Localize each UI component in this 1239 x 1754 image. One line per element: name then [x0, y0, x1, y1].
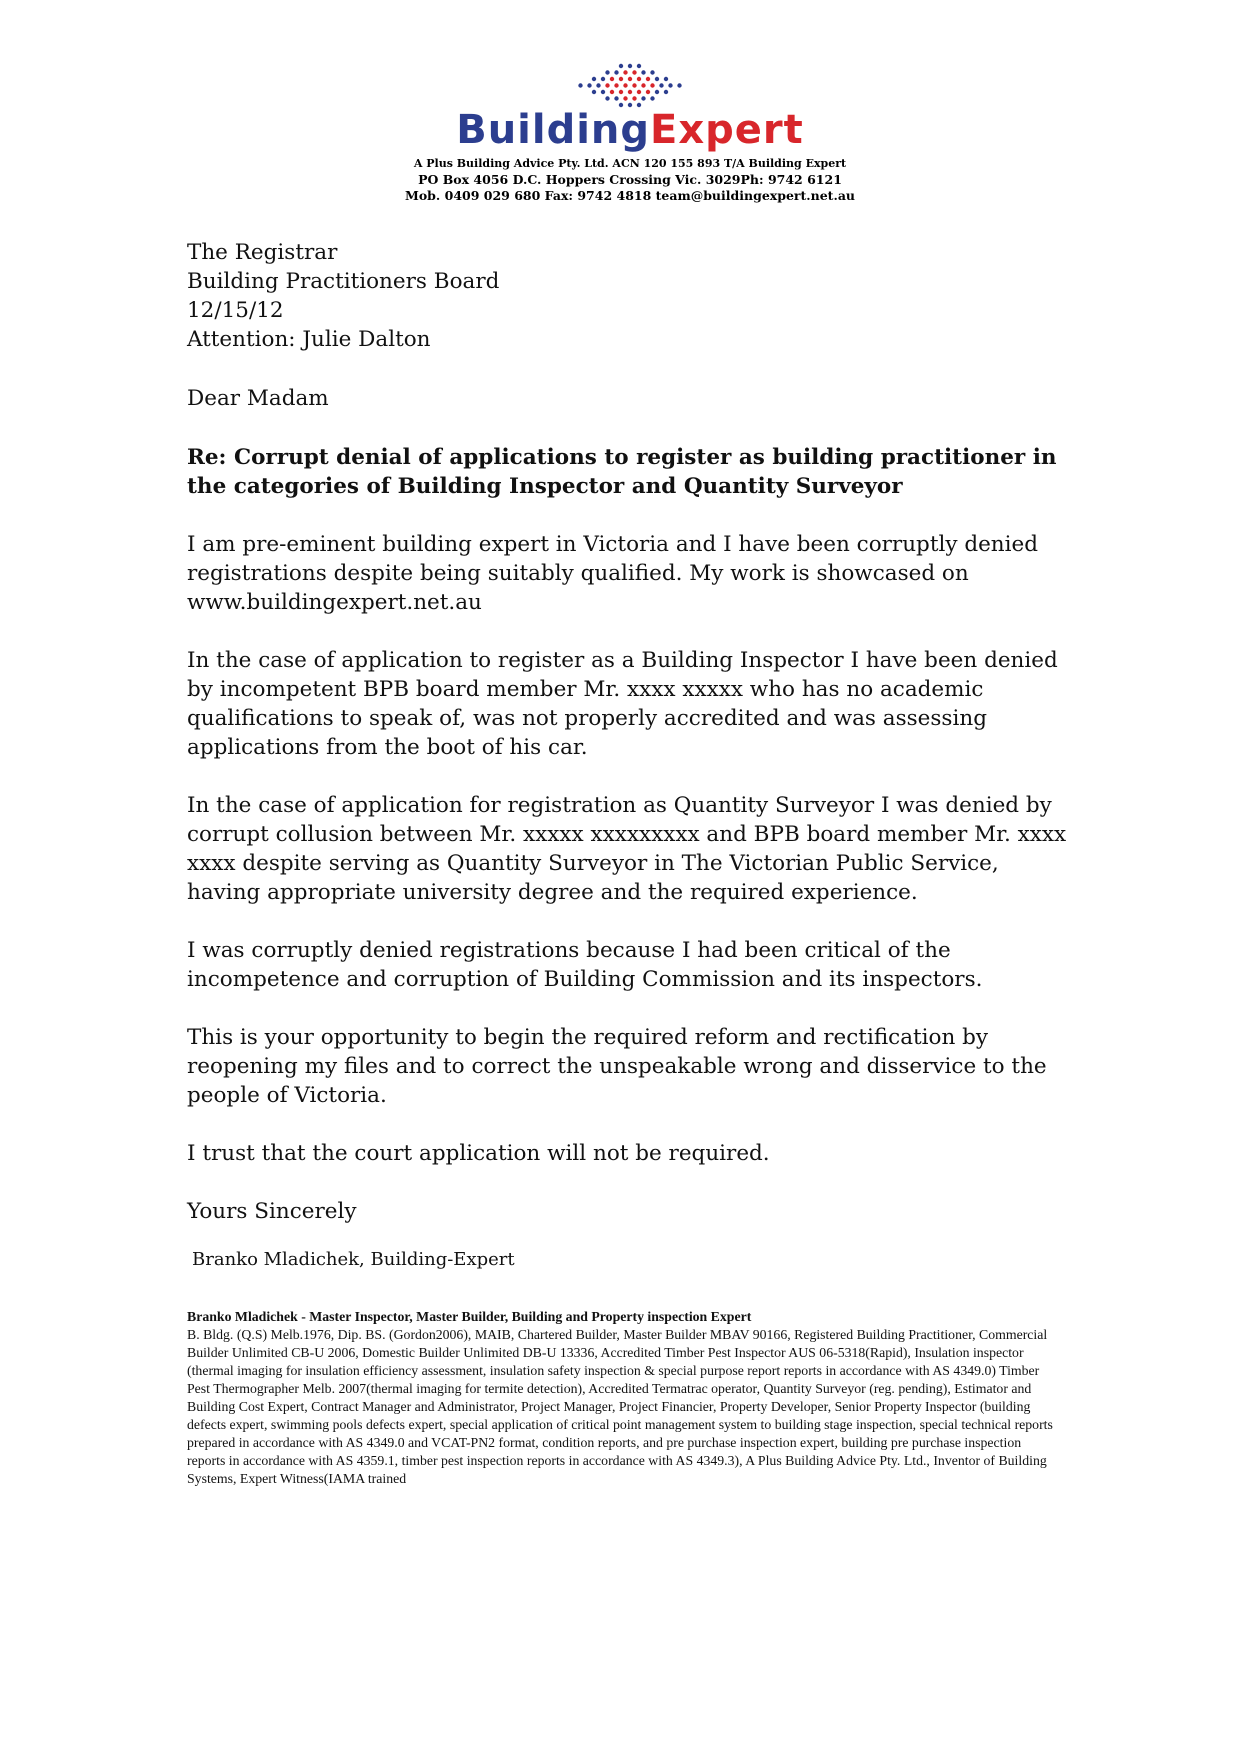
- paragraph-building-inspector: In the case of application to register as a Building Inspector I have been denied by incompetent BPB board member Mr. xxxx xxxxx who has no academic qualifications to speak of, was not properly accredited and was assessing applications from the boot of his car.: [187, 648, 1058, 760]
- logo-text-expert: Expert: [650, 107, 804, 153]
- logo-dot: [641, 70, 645, 74]
- company-mobile-fax-email: Mob. 0409 029 680 Fax: 9742 4818 team@buildingexpert.net.au: [405, 188, 855, 203]
- logo-dot: [578, 83, 582, 87]
- logo-dot: [646, 77, 650, 81]
- company-registration: A Plus Building Advice Pty. Ltd. ACN 120 155 893 T/A Building Expert: [413, 157, 847, 170]
- logo-dot: [628, 90, 632, 94]
- paragraph-reason: I was corruptly denied registrations because I had been critical of the incompetence and corruption of Building Commission and its inspectors.: [187, 938, 983, 992]
- logo-dot: [637, 64, 641, 68]
- logo-dot: [623, 70, 627, 74]
- logo-dot: [668, 83, 672, 87]
- logo-dot: [605, 70, 609, 74]
- logo-dot: [619, 90, 623, 94]
- company-logo: [330, 107, 930, 153]
- logo-dot: [637, 90, 641, 94]
- attention-line: Attention: Julie Dalton: [187, 327, 431, 352]
- logo-dots-icon: [570, 60, 690, 112]
- credentials-body: B. Bldg. (Q.S) Melb.1976, Dip. BS. (Gordon2006), MAIB, Chartered Builder, Master Builder MBAV 90166, Registered Building Practitioner, Commercial Builder Unlimited CB-U 2006, Domestic Builder Unlimited DB-U 13336, Accredited Timber Pest Inspector AUS 06-5318(Rapid), Insulation inspector (thermal imaging for insulation efficiency assessment, insulation safety inspection & special purpose report reports in accordance with AS 4349.0) Timber Pest Thermographer Melb. 2007(thermal imaging for termite detection), Accredited Termatrac operator, Quantity Surveyor (reg. pending), Estimator and Building Cost Expert, Contract Manager and Administrator, Project Manager, Project Financier, Property Developer, Senior Property Inspector (building defects expert, swimming pools defects expert, special application of critical point management system to building stage inspection, special technical reports prepared in accordance with AS 4349.0 and VCAT-PN2 format, condition reports, and pre purchase inspection expert, building pre purchase inspection reports in accordance with AS 4359.1, timber pest inspection reports in accordance with AS 4349.3), A Plus Building Advice Pty. Ltd., Inventor of Building Systems, Expert Witness(IAMA trained: [187, 1327, 1053, 1486]
- logo-dot: [628, 64, 632, 68]
- logo-dot: [592, 90, 596, 94]
- logo-dot: [650, 96, 654, 100]
- logo-dot: [632, 83, 636, 87]
- subject-line: Re: Corrupt denial of applications to register as building practitioner in the categories of Building Inspector and Quantity Surveyor: [187, 445, 1057, 499]
- recipient-title: The Registrar: [187, 240, 338, 265]
- logo-dot: [659, 83, 663, 87]
- logo-dot: [619, 77, 623, 81]
- logo-dot: [610, 77, 614, 81]
- logo-dot: [605, 96, 609, 100]
- letterhead: [330, 60, 930, 204]
- signature: Branko Mladichek, Building-Expert: [192, 1249, 515, 1270]
- recipient-organization: Building Practitioners Board: [187, 269, 500, 294]
- company-postal-phone: PO Box 4056 D.C. Hoppers Crossing Vic. 3029Ph: 9742 6121: [418, 172, 842, 187]
- closing: Yours Sincerely: [187, 1199, 357, 1224]
- salutation: Dear Madam: [187, 386, 329, 411]
- logo-dot: [677, 83, 681, 87]
- company-details: [330, 156, 930, 204]
- logo-dot: [637, 77, 641, 81]
- logo-dot: [655, 90, 659, 94]
- logo-dot: [601, 90, 605, 94]
- logo-dot: [650, 83, 654, 87]
- logo-dot: [641, 83, 645, 87]
- logo-dot: [605, 83, 609, 87]
- logo-dot: [614, 83, 618, 87]
- paragraph-quantity-surveyor: In the case of application for registration as Quantity Surveyor I was denied by corrupt collusion between Mr. xxxxx xxxxxxxxx and BPB board member Mr. xxxx xxxx despite serving as Quantity Surveyor in The Victorian Public Service, having appropriate university degree and the required experience.: [187, 793, 1067, 905]
- logo-dot: [610, 90, 614, 94]
- logo-dot: [646, 90, 650, 94]
- recipient-address: [187, 238, 1067, 354]
- logo-dot: [596, 83, 600, 87]
- logo-dot: [664, 77, 668, 81]
- logo-dot: [592, 77, 596, 81]
- logo-dot: [601, 77, 605, 81]
- paragraph-court: I trust that the court application will not be required.: [187, 1141, 770, 1166]
- logo-dot: [614, 96, 618, 100]
- logo-dot: [623, 96, 627, 100]
- logo-dot: [664, 90, 668, 94]
- credentials-title: Branko Mladichek - Master Inspector, Master Builder, Building and Property inspection Expert: [187, 1309, 752, 1324]
- logo-dot: [641, 96, 645, 100]
- logo-dot: [614, 70, 618, 74]
- paragraph-intro: I am pre-eminent building expert in Victoria and I have been corruptly denied registrations despite being suitably qualified. My work is showcased on www.buildingexpert.net.au: [187, 532, 1039, 615]
- logo-dot: [650, 70, 654, 74]
- logo-dot: [632, 96, 636, 100]
- logo-dot: [632, 70, 636, 74]
- letter-date: 12/15/12: [187, 298, 284, 323]
- logo-dot: [628, 77, 632, 81]
- logo-dot: [619, 64, 623, 68]
- paragraph-opportunity: This is your opportunity to begin the required reform and rectification by reopening my files and to correct the unspeakable wrong and disservice to the people of Victoria.: [187, 1025, 1047, 1108]
- logo-text-building: Building: [456, 107, 651, 153]
- logo-dot: [655, 77, 659, 81]
- logo-dot: [623, 83, 627, 87]
- credentials-block: [187, 1308, 1057, 1488]
- letter-body: [187, 238, 1067, 1272]
- logo-dot: [587, 83, 591, 87]
